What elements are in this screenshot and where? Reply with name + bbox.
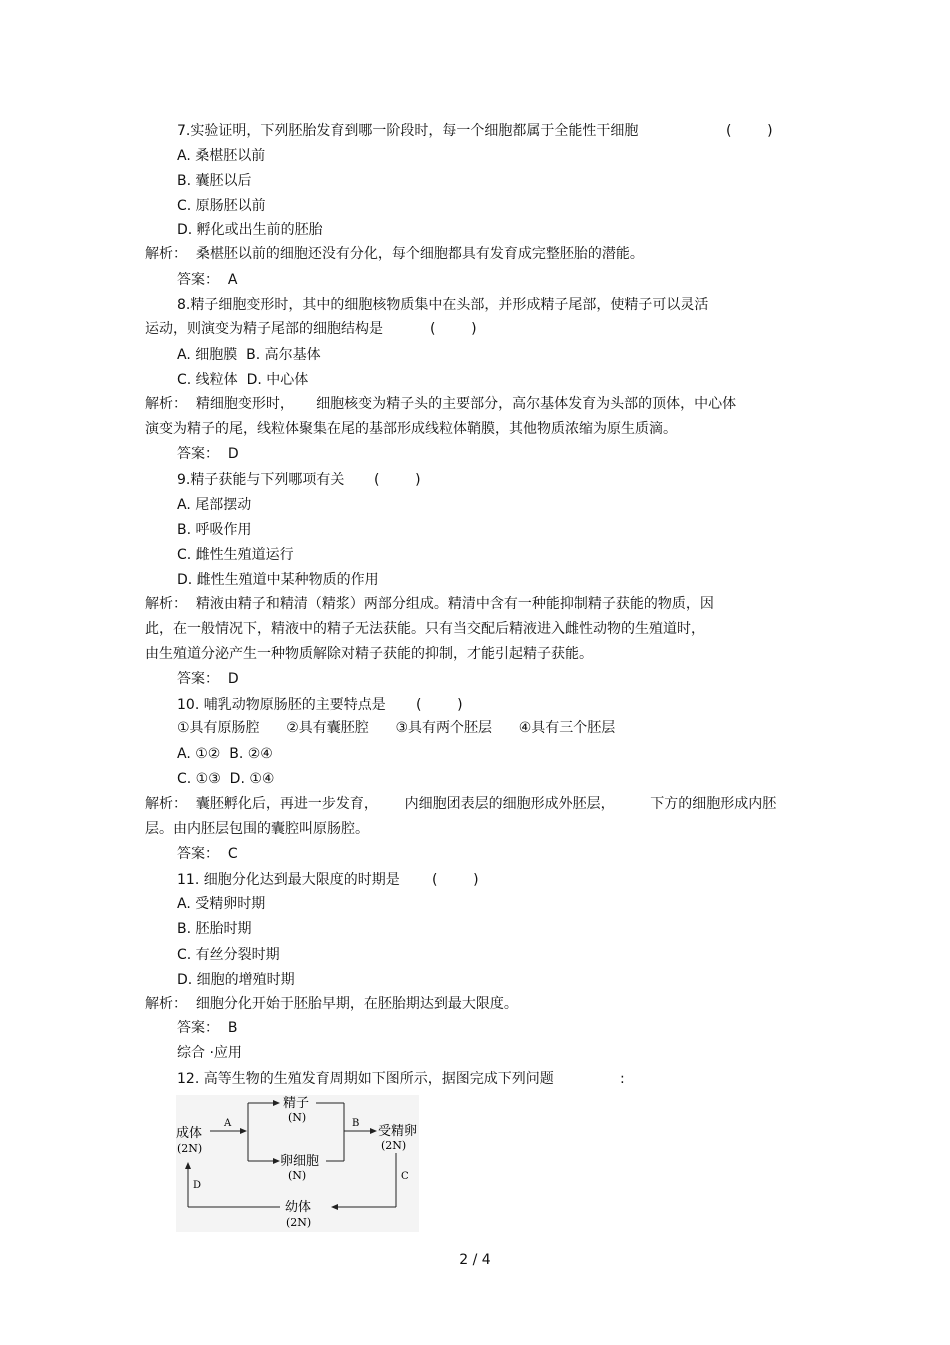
q10-analysis-line1: 解析： 囊胚孵化后，再进一步发育， 内细胞团表层的细胞形成外胚层， 下方的细胞形成内胚	[145, 796, 777, 812]
label-a: A	[224, 1118, 232, 1129]
q10-statements: ①具有原肠腔 ②具有囊胚腔 ③具有两个胚层 ④具有三个胚层	[177, 720, 616, 736]
q10-analysis-line2: 层。由内胚层包围的囊腔叫原肠腔。	[145, 821, 369, 837]
q7-option-b: B. 囊胚以后	[177, 173, 252, 189]
q11-bracket: ( )	[432, 872, 479, 888]
q7-option-d: D. 孵化或出生前的胚胎	[177, 222, 323, 238]
label-egg: 卵细胞	[280, 1154, 320, 1169]
q7-stem: 7.实验证明，下列胚胎发育到哪一阶段时，每一个细胞都属于全能性干细胞	[177, 123, 639, 139]
label-sperm: 精子	[283, 1096, 310, 1111]
q7-option-a: A. 桑椹胚以前	[177, 148, 266, 164]
q8-analysis-line2: 演变为精子的尾，线粒体聚集在尾的基部形成线粒体鞘膜，其他物质浓缩为原生质滴。	[145, 421, 677, 437]
label-juvenile-n: (2N)	[286, 1216, 312, 1229]
q9-answer: 答案： D	[177, 671, 239, 687]
q11-option-a: A. 受精卵时期	[177, 896, 266, 912]
q8-answer: 答案： D	[177, 446, 239, 462]
q9-bracket: ( )	[374, 472, 421, 488]
label-c: C	[401, 1171, 409, 1182]
life-cycle-diagram	[176, 1095, 419, 1232]
q11-option-d: D. 细胞的增殖时期	[177, 972, 295, 988]
label-adult-n: (2N)	[177, 1142, 203, 1155]
q8-stem-line1: 8.精子细胞变形时，其中的细胞核物质集中在头部，并形成精子尾部，使精子可以灵活	[177, 297, 709, 313]
q8-options-cd: C. 线粒体 D. 中心体	[177, 372, 309, 388]
q11-analysis: 解析： 细胞分化开始于胚胎早期，在胚胎期达到最大限度。	[145, 996, 518, 1012]
q9-stem: 9.精子获能与下列哪项有关	[177, 472, 345, 488]
q11-option-c: C. 有丝分裂时期	[177, 947, 280, 963]
q11-stem: 11. 细胞分化达到最大限度的时期是	[177, 872, 400, 888]
q9-option-d: D. 雌性生殖道中某种物质的作用	[177, 572, 379, 588]
q10-stem: 10. 哺乳动物原肠胚的主要特点是	[177, 697, 386, 713]
q9-analysis-line3: 由生殖道分泌产生一种物质解除对精子获能的抑制，才能引起精子获能。	[145, 646, 593, 662]
label-zygote-n: (2N)	[381, 1139, 407, 1152]
q10-answer: 答案： C	[177, 846, 238, 862]
q11-answer: 答案： B	[177, 1020, 238, 1036]
q10-options-cd: C. ①③ D. ①④	[177, 771, 275, 787]
label-sperm-n: (N)	[288, 1111, 307, 1124]
q7-bracket: ( )	[726, 123, 773, 139]
label-adult: 成体	[176, 1126, 203, 1141]
q7-option-c: C. 原肠胚以前	[177, 198, 266, 214]
q8-bracket: ( )	[430, 321, 477, 337]
q9-option-c: C. 雌性生殖道运行	[177, 547, 294, 563]
q9-analysis-line1: 解析： 精液由精子和精清（精浆）两部分组成。精清中含有一种能抑制精子获能的物质，因	[145, 596, 714, 612]
q9-analysis-line2: 此，在一般情况下，精液中的精子无法获能。只有当交配后精液进入雌性动物的生殖道时，	[145, 621, 705, 637]
label-egg-n: (N)	[288, 1169, 307, 1182]
q9-option-a: A. 尾部摆动	[177, 497, 252, 513]
label-b: B	[352, 1118, 360, 1129]
q12-stem: 12. 高等生物的生殖发育周期如下图所示，据图完成下列问题	[177, 1071, 554, 1087]
section-heading: 综合 ·应用	[177, 1045, 242, 1061]
q11-option-b: B. 胚胎时期	[177, 921, 252, 937]
q8-analysis-line1: 解析： 精细胞变形时， 细胞核变为精子头的主要部分，高尔基体发育为头部的顶体，中心体	[145, 396, 737, 412]
q9-option-b: B. 呼吸作用	[177, 522, 252, 538]
q8-stem-line2: 运动，则演变为精子尾部的细胞结构是	[145, 321, 383, 337]
q12-colon: :	[620, 1071, 625, 1087]
page-number: 2 / 4	[459, 1252, 491, 1268]
label-juvenile: 幼体	[285, 1200, 312, 1215]
q10-bracket: ( )	[416, 697, 463, 713]
label-zygote: 受精卵	[378, 1124, 418, 1139]
q7-answer: 答案： A	[177, 272, 238, 288]
q8-options-ab: A. 细胞膜 B. 高尔基体	[177, 347, 321, 363]
q7-analysis: 解析： 桑椹胚以前的细胞还没有分化，每个细胞都具有发育成完整胚胎的潜能。	[145, 246, 644, 262]
q10-options-ab: A. ①② B. ②④	[177, 746, 273, 762]
label-d: D	[193, 1180, 202, 1191]
